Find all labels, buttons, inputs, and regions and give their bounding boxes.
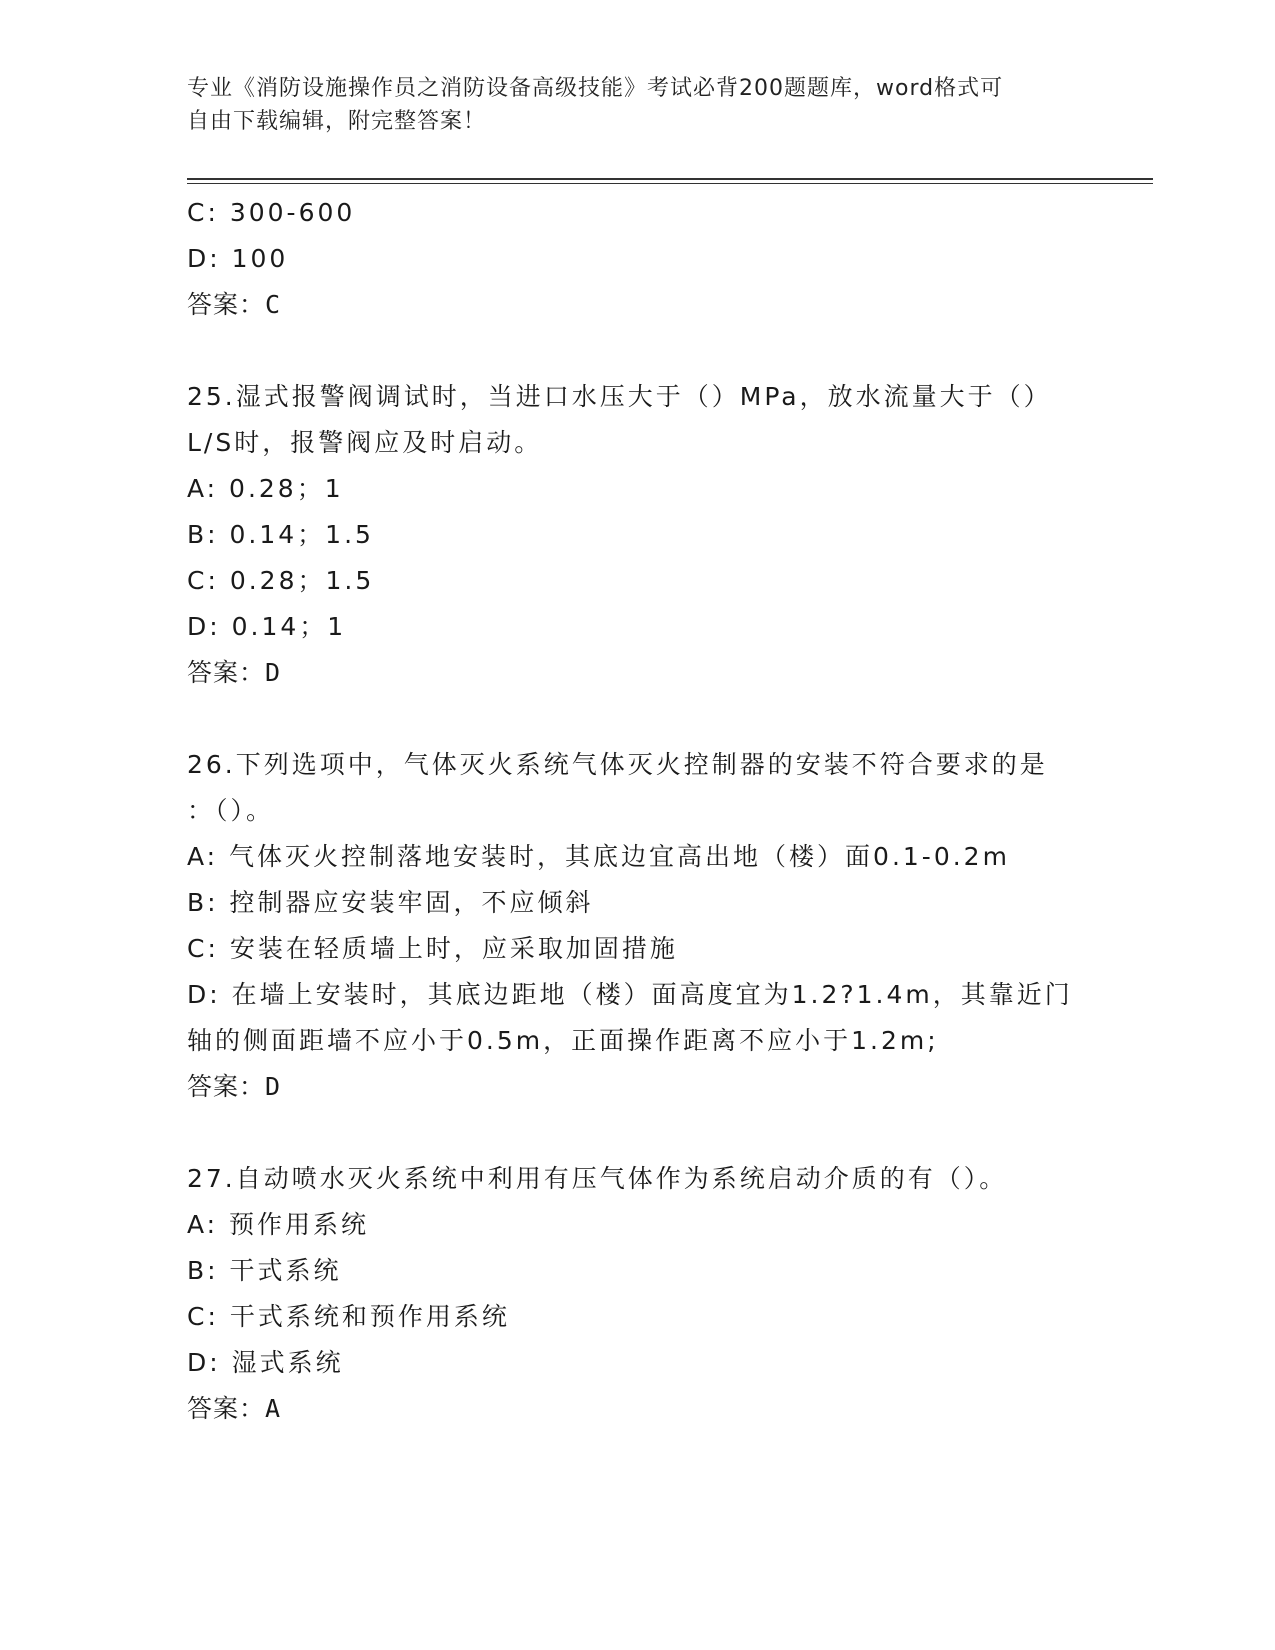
question-26: [187, 742, 1087, 1110]
header-line-2: 自由下载编辑，附完整答案！: [187, 109, 487, 134]
question-text-line-2: L/S时，报警阀应及时启动。: [187, 428, 543, 457]
spacer: [187, 696, 1087, 742]
option-c: C: 300-600: [187, 198, 356, 227]
option-d-line-2: 轴的侧面距墙不应小于0.5m，正面操作距离不应小于1.2m;: [187, 1026, 939, 1055]
option-d: D: 100: [187, 244, 289, 273]
question-text-line-1: 26.下列选项中，气体灭火系统气体灭火控制器的安装不符合要求的是: [187, 750, 1048, 779]
answer: 答案：D: [187, 658, 282, 687]
option-b: B: 控制器应安装牢固，不应倾斜: [187, 888, 594, 917]
question-25: [187, 374, 1087, 696]
question-text-line-1: 25.湿式报警阀调试时，当进口水压大于（）MPa，放水流量大于（）: [187, 382, 1052, 411]
header-rule-thick: [187, 178, 1153, 180]
option-d: D: 0.14；1: [187, 612, 347, 641]
option-b: B: 干式系统: [187, 1256, 342, 1285]
option-a: A: 预作用系统: [187, 1210, 370, 1239]
option-d: D: 湿式系统: [187, 1348, 344, 1377]
question-27: [187, 1156, 1087, 1432]
option-b: B: 0.14；1.5: [187, 520, 374, 549]
header-rule-thin: [187, 183, 1153, 184]
answer: 答案：C: [187, 290, 282, 319]
option-a: A: 0.28；1: [187, 474, 344, 503]
answer: 答案：D: [187, 1072, 282, 1101]
spacer: [187, 1110, 1087, 1156]
option-d-line-1: D: 在墙上安装时，其底边距地（楼）面高度宜为1.2?1.4m，其靠近门: [187, 980, 1073, 1009]
question-text-line-2: ：（）。: [187, 796, 275, 825]
option-c: C: 干式系统和预作用系统: [187, 1302, 510, 1331]
header-line-1: 专业《消防设施操作员之消防设备高级技能》考试必背200题题库，word格式可: [187, 76, 1004, 101]
answer: 答案：A: [187, 1394, 282, 1423]
option-a: A: 气体灭火控制落地安装时，其底边宜高出地（楼）面0.1-0.2m: [187, 842, 1010, 871]
spacer: [187, 328, 1087, 374]
question-list: [187, 190, 1087, 1432]
question-24-tail: [187, 190, 1087, 328]
question-text-line-1: 27.自动喷水灭火系统中利用有压气体作为系统启动介质的有（）。: [187, 1164, 1008, 1193]
document-header: [187, 72, 1087, 138]
option-c: C: 0.28；1.5: [187, 566, 375, 595]
option-c: C: 安装在轻质墙上时，应采取加固措施: [187, 934, 678, 963]
